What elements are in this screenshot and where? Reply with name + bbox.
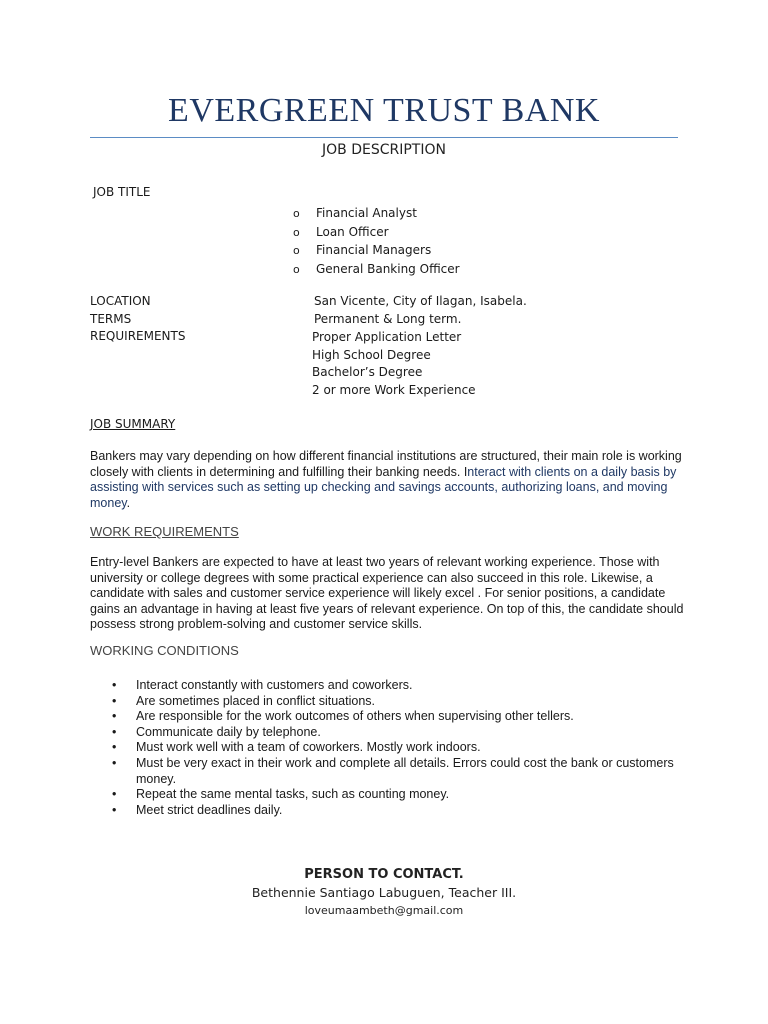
bank-name: EVERGREEN TRUST BANK xyxy=(168,92,600,129)
list-item: 2 or more Work Experience xyxy=(312,382,476,397)
list-item: • Are responsible for the work outcomes of others when supervising other tellers. xyxy=(112,709,702,725)
job-title-list xyxy=(293,204,460,278)
work-requirements-text: Entry-level Bankers are expected to have at least two years of relevant working experience. Those with university or college degrees with some practical experience can also succeed in this role. Likewise, a candidate with sales and customer service experience will likely excel . For senior positions, a candidate gains an advantage in having at least five years of relevant experience. On top of this, the candidate should possess strong problem-solving and customer service skills. xyxy=(90,555,684,631)
list-item: Proper Application Letter xyxy=(312,330,462,344)
list-item: Bachelor’s Degree xyxy=(312,365,423,379)
location-label: LOCATION xyxy=(90,294,151,308)
document-type: JOB DESCRIPTION xyxy=(322,142,446,158)
list-item: • Communicate daily by telephone. xyxy=(112,725,702,741)
circle-bullet-icon: o xyxy=(293,244,300,257)
requirements-label: REQUIREMENTS xyxy=(90,329,186,343)
list-item: • Must work well with a team of coworkers. Mostly work indoors. xyxy=(112,740,702,756)
job-title-label: JOB TITLE xyxy=(93,185,151,199)
circle-bullet-icon: o xyxy=(293,225,300,239)
circle-bullet-icon: o xyxy=(293,207,300,220)
location-value: San Vicente, City of Ilagan, Isabela. xyxy=(314,294,527,308)
working-conditions-list xyxy=(112,678,702,818)
contact-email: loveumaambeth@gmail.com xyxy=(304,904,464,917)
list-item: o Financial Analyst xyxy=(293,204,460,223)
list-item: o Financial Managers xyxy=(293,241,460,260)
terms-value: Permanent & Long term. xyxy=(314,312,462,326)
list-item: • Repeat the same mental tasks, such as counting money. xyxy=(112,787,702,803)
requirements-list xyxy=(312,329,476,399)
list-item: o Loan Officer xyxy=(293,223,460,242)
job-summary-text: Bankers may vary depending on how different financial institutions are structured, their main role is working closely with clients in determining and fulfilling their banking needs. Interact with clients on a daily basis by assisting with services such as setting up checking and savings accounts, authorizing loans, and moving money. xyxy=(90,449,682,510)
title-divider xyxy=(90,137,678,138)
work-requirements-heading: WORK REQUIREMENTS xyxy=(90,524,239,539)
list-item: • Interact constantly with customers and coworkers. xyxy=(112,678,702,694)
list-item: o General Banking Officer xyxy=(293,260,460,279)
working-conditions-heading: WORKING CONDITIONS xyxy=(90,643,239,658)
job-summary-heading: JOB SUMMARY xyxy=(90,417,176,431)
list-item: • Are sometimes placed in conflict situations. xyxy=(112,694,702,710)
terms-label: TERMS xyxy=(90,312,132,326)
list-item: High School Degree xyxy=(312,347,431,362)
contact-name: Bethennie Santiago Labuguen, Teacher III. xyxy=(251,885,517,900)
contact-heading: PERSON TO CONTACT. xyxy=(304,867,464,882)
list-item: • Meet strict deadlines daily. xyxy=(112,803,702,819)
circle-bullet-icon: o xyxy=(293,262,300,276)
list-item: • Must be very exact in their work and complete all details. Errors could cost the bank or customers money. xyxy=(112,756,702,787)
